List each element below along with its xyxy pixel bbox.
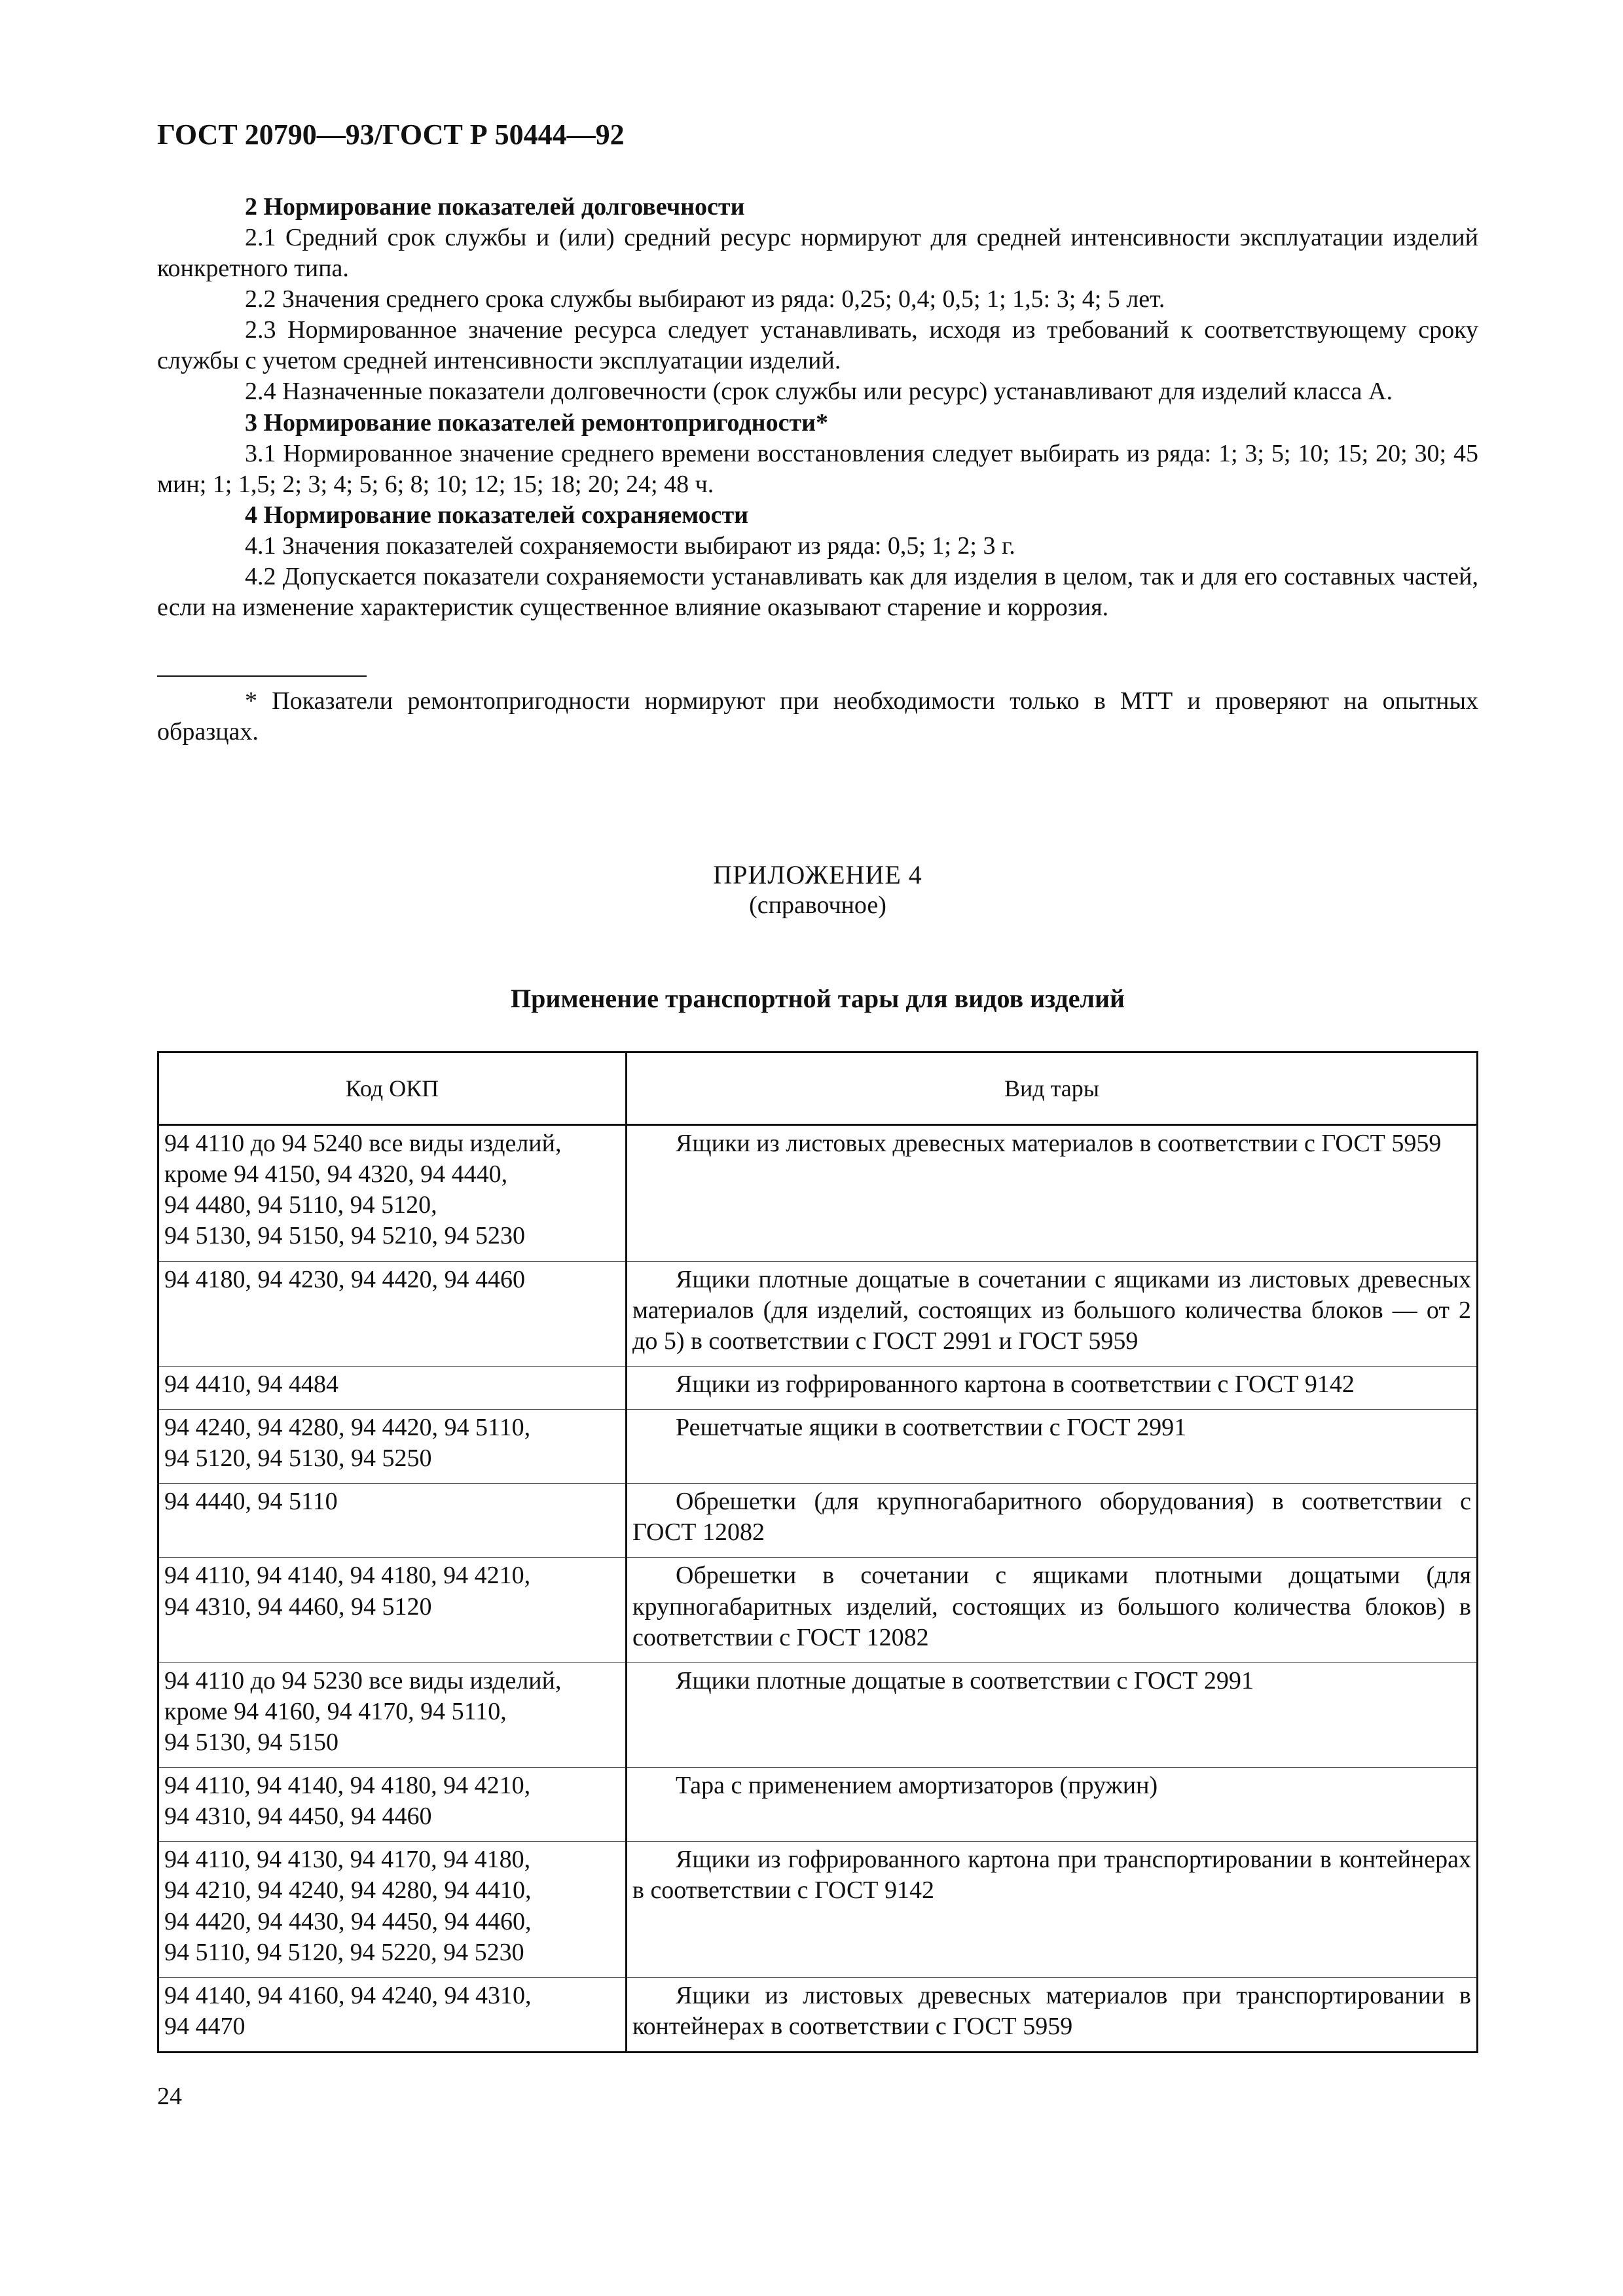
table-row [158,1558,1478,1662]
okp-code-cell: 94 4240, 94 4280, 94 4420, 94 5110, 94 5120, 94 5130, 94 5250 [158,1410,627,1484]
running-title: ГОСТ 20790—93/ГОСТ Р 50444—92 [157,118,625,151]
tare-type-cell: Ящики из гофрированного картона в соответствии с ГОСТ 9142 [627,1366,1478,1409]
appendix-subtitle: (справочное) [749,891,886,919]
section-storability [157,500,1478,623]
tare-type-cell: Тара с применением амортизаторов (пружин) [627,1768,1478,1842]
table-row [158,1125,1478,1261]
tare-type-cell: Ящики из листовых древесных материалов при транспортировании в контейнерах в соответствии с ГОСТ 5959 [627,1977,1478,2052]
table-row [158,1662,1478,1767]
paragraph: 2.1 Средний срок службы и (или) средний ресурс нормируют для средней интенсивности эксплуатации изделий конкретного типа. [157,223,1478,283]
table-row [158,1261,1478,1366]
page-number: 24 [157,2082,182,2110]
okp-code-cell: 94 4180, 94 4230, 94 4420, 94 4460 [158,1261,627,1366]
tare-type-cell: Решетчатые ящики в соответствии с ГОСТ 2991 [627,1410,1478,1484]
okp-code-cell: 94 4440, 94 5110 [158,1484,627,1558]
footnote: * Показатели ремонтопригодности нормируют при необходимости только в МТТ и проверяют на опытных образцах. [157,687,1478,746]
paragraph: 2.3 Нормированное значение ресурса следует устанавливать, исходя из требований к соответствующему сроку службы с учетом средней интенсивности эксплуатации изделий. [157,316,1478,375]
table-header-row [158,1052,1478,1125]
table-title: Применение транспортной тары для видов изделий [510,984,1125,1014]
okp-code-cell: 94 4110 до 94 5240 все виды изделий, кроме 94 4150, 94 4320, 94 4440, 94 4480, 94 5110, 94 5120, 94 5130, 94 5150, 94 5210, 94 5230 [158,1125,627,1261]
paragraph: 4.1 Значения показателей сохраняемости выбирают из ряда: 0,5; 1; 2; 3 г. [245,532,1015,560]
okp-code-cell: 94 4410, 94 4484 [158,1366,627,1409]
okp-code-cell: 94 4110, 94 4140, 94 4180, 94 4210, 94 4310, 94 4460, 94 5120 [158,1558,627,1662]
table-row [158,1366,1478,1409]
tare-type-cell: Ящики из гофрированного картона при транспортировании в контейнерах в соответствии с ГОСТ 9142 [627,1842,1478,1977]
section-heading: 4 Нормирование показателей сохраняемости [245,501,749,529]
table-row [158,1410,1478,1484]
section-durability [157,192,1478,408]
tare-type-cell: Ящики из листовых древесных материалов в соответствии с ГОСТ 5959 [627,1125,1478,1261]
okp-code-cell: 94 4110, 94 4130, 94 4170, 94 4180, 94 4210, 94 4240, 94 4280, 94 4410, 94 4420, 94 4430, 94 4450, 94 4460, 94 5110, 94 5120, 94 5220, 94 5230 [158,1842,627,1977]
tare-type-cell: Обрешетки (для крупногабаритного оборудования) в соответствии с ГОСТ 12082 [627,1484,1478,1558]
table-row [158,1484,1478,1558]
tare-type-cell: Ящики плотные дощатые в соответствии с ГОСТ 2991 [627,1662,1478,1767]
section-heading: 2 Нормирование показателей долговечности [245,192,745,221]
paragraph: 2.2 Значения среднего срока службы выбирают из ряда: 0,25; 0,4; 0,5; 1; 1,5: 3; 4; 5 лет. [245,285,1165,314]
okp-code-cell: 94 4110, 94 4140, 94 4180, 94 4210, 94 4310, 94 4450, 94 4460 [158,1768,627,1842]
tare-type-cell: Обрешетки в сочетании с ящиками плотными дощатыми (для крупногабаритных изделий, состоящих из большого количества блоков) в соответствии с ГОСТ 12082 [627,1558,1478,1662]
section-maintainability [157,408,1478,500]
tare-type-cell: Ящики плотные дощатые в сочетании с ящиками из листовых древесных материалов (для изделий, состоящих из большого количества блоков — от 2 до 5) в соответствии с ГОСТ 2991 и ГОСТ 5959 [627,1261,1478,1366]
appendix-title: ПРИЛОЖЕНИЕ 4 [713,859,922,889]
column-header-code: Код ОКП [158,1052,627,1125]
paragraph: 2.4 Назначенные показатели долговечности (срок службы или ресурс) устанавливают для изделий класса А. [245,378,1393,406]
okp-code-cell: 94 4110 до 94 5230 все виды изделий, кроме 94 4160, 94 4170, 94 5110, 94 5130, 94 5150 [158,1662,627,1767]
table-row [158,1977,1478,2052]
footnote-divider [157,675,367,677]
paragraph: 4.2 Допускается показатели сохраняемости устанавливать как для изделия в целом, так и для его составных частей, если на изменение характеристик существенное влияние оказывают старение и коррозия. [157,563,1478,622]
column-header-tare: Вид тары [627,1052,1478,1125]
table-row [158,1768,1478,1842]
tare-table [157,1051,1478,2053]
table-row [158,1842,1478,1977]
document-page [157,118,1478,2111]
okp-code-cell: 94 4140, 94 4160, 94 4240, 94 4310, 94 4470 [158,1977,627,2052]
paragraph: 3.1 Нормированное значение среднего времени восстановления следует выбирать из ряда: 1; 3; 5; 10; 15; 20; 30; 45 мин; 1; 1,5; 2; 3; 4; 5; 6; 8; 10; 12; 15; 18; 20; 24; 48 ч. [157,439,1478,498]
section-heading: 3 Нормирование показателей ремонтопригодности* [245,408,828,437]
